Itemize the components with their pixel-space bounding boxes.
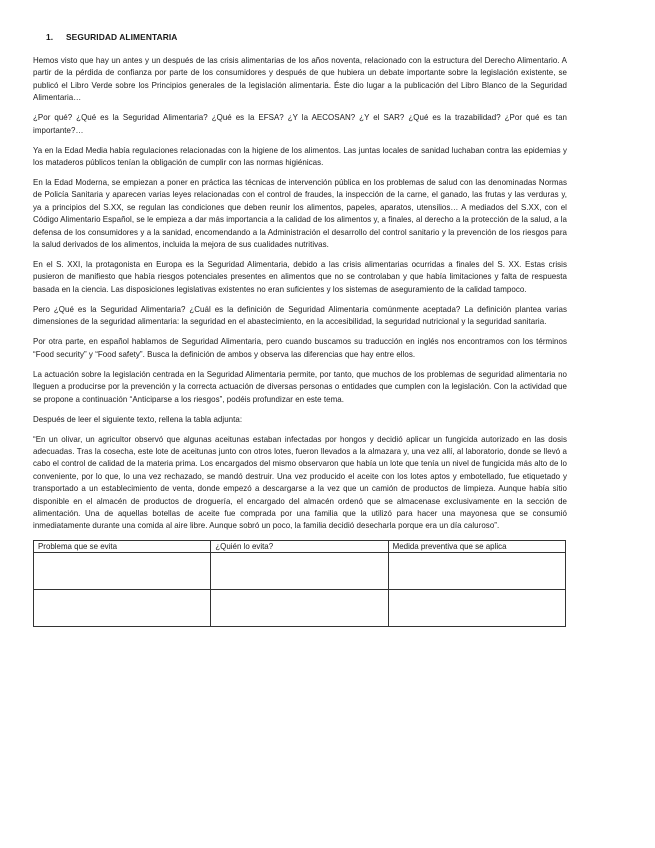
table-cell[interactable] <box>34 553 211 590</box>
paragraph-actuacion: La actuación sobre la legislación centrada en la Seguridad Alimentaria permite, por tanto, que muchos de los problemas de seguridad alimentaria no lleguen a producirse por la prevención y la correcta actuación de diversas personas o entidades que cumplen con la legislación. Con la actividad que se propone a continuación “Anticiparse a los riesgos”, podéis profundizar en este tema. <box>33 369 567 404</box>
section-number: 1. <box>46 32 54 42</box>
paragraph-edad-media: Ya en la Edad Media había regulaciones relacionadas con la higiene de los alimentos. Las juntas locales de sanidad luchaban contra las epidemias y los mataderos públicos tenían la obligación de cumplir con las normas higiénicas. <box>33 145 567 168</box>
header-problema: Problema que se evita <box>34 541 211 553</box>
paragraph-case-text: “En un olivar, un agricultor observó que algunas aceitunas estaban infectadas por hongos y decidió aplicar un fungicida autorizado en las dosis adecuadas. Tras la cosecha, este lote de aceitunas junto con otros lotes, fueron llevados a la almazara y, una vez allí, al laboratorio, donde se llevó a cabo el control de calidad de la materia prima. Los encargados del mismo observaron que había un lote que tenía un nivel de fungicida más alto de lo conveniente, por lo que, lo una vez rechazado, se mandó destruir. Una vez producido el aceite con los lotes aptos y embotellado, fue etiquetado y transportado a un establecimiento de venta, donde empezó a descargarse a la vez que un camión de productos de limpieza. Aunque había sitio disponible en el almacén de productos de droguería, el encargado del almacén ordenó que se almacenase exclusivamente en la sección de alimentación. Una de aquellas botellas de aceite fue comprada por una familia que la utilizó para hacer una mayonesa que se consumió inmediatamente durante una comida al aire libre. Aunque sobró un poco, la familia decidió desecharla porque era un día caluroso”. <box>33 434 567 531</box>
paragraph-definicion: Pero ¿Qué es la Seguridad Alimentaria? ¿Cuál es la definición de Seguridad Alimentaria comúnmente aceptada? La definición plantea varias dimensiones de la seguridad alimentaria: la seguridad en el abastecimiento, en la accesibilidad, la seguridad nutricional y la seguridad sanitaria. <box>33 304 567 327</box>
table-cell[interactable] <box>388 553 565 590</box>
header-medida: Medida preventiva que se aplica <box>388 541 565 553</box>
section-title: SEGURIDAD ALIMENTARIA <box>66 32 178 42</box>
table-row <box>34 553 566 590</box>
table-header-row <box>34 541 566 553</box>
paragraph-instruction: Después de leer el siguiente texto, rellena la tabla adjunta: <box>33 414 243 424</box>
paragraph-intro: Hemos visto que hay un antes y un después de las crisis alimentarias de los años noventa, relacionado con la estructura del Derecho Alimentario. A partir de la pérdida de confianza por parte de los consumidores y después de que hubiera un debate importante sobre la legislación existente, se publicó el Libro Verde sobre los Principios generales de la legislación alimentaria. Éste dio lugar a la publicación del Libro Blanco de la Seguridad Alimentaria… <box>33 56 567 103</box>
table-cell[interactable] <box>34 590 211 627</box>
table-cell[interactable] <box>211 590 388 627</box>
section-heading <box>46 32 567 42</box>
header-quien: ¿Quién lo evita? <box>211 541 388 553</box>
table-cell[interactable] <box>211 553 388 590</box>
worksheet-table <box>33 540 566 627</box>
table-cell[interactable] <box>388 590 565 627</box>
table-row <box>34 590 566 627</box>
paragraph-food-security: Por otra parte, en español hablamos de Seguridad Alimentaria, pero cuando buscamos su traducción en inglés nos encontramos con los términos “Food security” y “Food safety”. Busca la definición de ambos y observa las diferencias que hay entre ellos. <box>33 337 567 359</box>
paragraph-siglo-xxi: En el S. XXI, la protagonista en Europa es la Seguridad Alimentaria, debido a las crisis alimentarias ocurridas a finales del S. XX. Estas crisis pusieron de manifiesto que había riesgos potenciales presentes en alimentos que no se controlaban y que había limitaciones y falta de respuesta basada en la ciencia. Las disposiciones legislativas existentes no eran suficientes y los sistemas de aseguramiento de la calidad tampoco. <box>33 260 567 294</box>
paragraph-edad-moderna: En la Edad Moderna, se empiezan a poner en práctica las técnicas de intervención pública en los problemas de salud con las denominadas Normas de Policía Sanitaria y aparecen varias leyes relacionadas con el control de fraudes, la inspección de la carne, el ganado, las frutas y las verduras y, ya a principios del S.XX, se regulan las condiciones que deben reunir los alimentos, papeles, aparatos, utensilios… A mediados del S.XX, con el Código Alimentario Español, se le empieza a dar más importancia a la calidad de los alimentos y, a finales, al derecho a la protección de la salud, a la defensa de los consumidores y a la sanidad, encomendando a la Administración el desarrollo del control sanitario y la prevención de los riesgos para la salud derivados de los alimentos, incluida la mejora de sus cualidades nutritivas. <box>33 178 567 250</box>
paragraph-questions: ¿Por qué? ¿Qué es la Seguridad Alimentaria? ¿Qué es la EFSA? ¿Y la AECOSAN? ¿Y el SAR? ¿Qué es la trazabilidad? ¿Por qué es tan importante?… <box>33 113 567 135</box>
